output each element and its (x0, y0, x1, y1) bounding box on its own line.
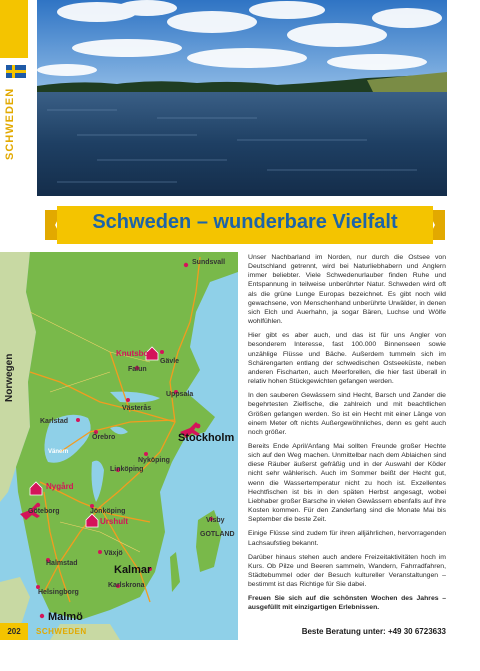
map-label-halmstad: Halmstad (46, 560, 78, 567)
map-label-linkoping: Linköping (110, 466, 144, 473)
map-label-knutsbo: Knutsbo (116, 349, 149, 358)
title-banner (45, 206, 445, 244)
map-label-uppsala: Uppsala (166, 391, 194, 398)
map-label-gotland: GOTLAND (200, 531, 235, 538)
article-body (248, 253, 446, 618)
map-label-jonkoping: Jönköping (90, 508, 126, 515)
map-label-vaxjo: Växjö (104, 550, 123, 557)
paragraph-fish: In den sauberen Gewässern sind Hecht, Barsch und Zander die begehrtesten Zielfische, die zahlreich und mit beachtlichen Größen gefangen werden. So ist ein Hecht mit einer Länge von einem Meter oft nichts Außergewöhnliches, denn es geht auch noch größer. (248, 392, 446, 436)
map-label-orebro: Örebro (92, 434, 116, 441)
paragraph-closing: Freuen Sie sich auf die schönsten Wochen des Jahres – ausgefüllt mit einzigartigen Erlebnissen. (248, 595, 446, 612)
paragraph-waters: Hier gibt es aber auch, und das ist für uns Angler von besonderem Interesse, fast 100.000 Binnenseen sowie unzählige Flüsse und Bäche. Außerdem tummeln sich im Schärengarten entlang der schwedischen Ostseeküste, neben anderen Fischarten, auch Meerforellen, die hier fast überall in relativ hohen Stückgewichten gefangen werden. (248, 332, 446, 386)
paragraph-salmon: Einige Flüsse sind zudem für ihren alljährlichen, hervorragenden Lachsaufstieg bekannt. (248, 530, 446, 547)
map-label-vasteras: Västerås (122, 405, 152, 412)
map-label-goteborg: Göteborg (28, 508, 60, 515)
map-label-nygard: Nygård (46, 482, 74, 491)
map-label-helsingborg: Helsingborg (38, 589, 79, 596)
hero-lake-photo (37, 0, 447, 196)
page-title: Schweden – wunderbare Vielfalt (92, 211, 398, 233)
map-label-sundsvall: Sundsvall (192, 259, 226, 266)
paragraph-intro: Unser Nachbarland im Norden, nur durch die Ostsee von Deutschland getrennt, wird bei Naturliebhabern und Anglern immer beliebter. Viele Schwedenurlauber finden Ruhe und Entspannung in teilweise unberührter Natur. Schweden wird oft als die grüne Lunge Europas bezeichnet. Es gibt noch wild gewachsene, von Menschenhand unberührte Urwälder, in denen sich Elch und Auerhahn, ja sogar Bären, Luchse und Wölfe wohlfühlen. (248, 254, 446, 326)
map-label-gavle: Gävle (160, 358, 180, 365)
map-label-vanern: Vänern (48, 449, 69, 455)
paragraph-activities: Darüber hinaus stehen auch andere Freizeitaktivitäten hoch im Kurs. Ob Pilze und Beeren sammeln, Wandern, Fahrradfahren, Städtebummel oder der Besuch kultureller Veranstaltungen – bestimmt ist das Richtige für Sie dabei. (248, 553, 446, 589)
map-label-visby: Visby (206, 517, 225, 524)
map-label-karlstad: Karlstad (40, 418, 69, 425)
swedish-flag-icon (6, 65, 26, 78)
map-label-karlskrona: Karlskrona (108, 582, 145, 589)
footer-contact: Beste Beratung unter: +49 30 6723633 (301, 627, 446, 636)
map-label-falun: Falun (128, 366, 147, 373)
paragraph-seasons: Bereits Ende April/Anfang Mai sollten Freunde großer Hechte sich auf den Weg machen. Unmittelbar nach dem Ablaichen sind diese Räuber äußerst gefräßig und in der Auswahl der Köder nicht sehr wählerisch. Auch im Sommer beißt der Hecht gut, wenn die Wassertemperatur nicht zu hoch ist. Exzellentes Hechtfischen ist bis in den späten Herbst angesagt, wobei Liebhaber großer Barsche in vielen Gewässern ebenfalls auf ihre Kosten kommen. Für den Zanderfang sind die Monate Mai bis September die beste Zeit. (248, 442, 446, 524)
map-label-nykoping: Nyköping (138, 457, 170, 464)
map-label-stockholm: Stockholm (178, 432, 235, 444)
section-color-tab (0, 0, 28, 58)
footer-section: SCHWEDEN (36, 627, 87, 636)
page-number: 202 (7, 627, 21, 636)
map-label-malmo: Malmö (48, 611, 83, 623)
map-label-urshult: Urshult (100, 517, 128, 526)
map-label-kalmar: Kalmar (114, 564, 152, 576)
sweden-map: Norwegen Sundsvall Knutsbo Falun Gävle Uppsala Västerås Karlstad Örebro Stockholm Vänern Nyköping Linköping Nygård Göteborg Jönköping Urshult Visby GOTLAND Växjö Kalmar Halmstad Karlskrona Helsingborg Malmö (0, 252, 238, 640)
